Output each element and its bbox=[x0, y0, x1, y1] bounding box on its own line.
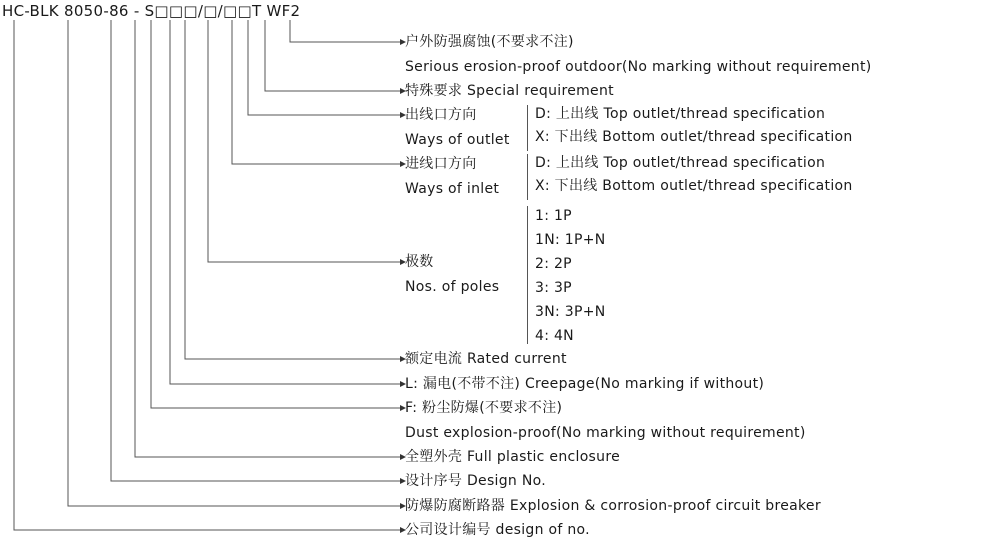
company-label: 公司设计编号 design of no. bbox=[405, 522, 590, 538]
leader-leakage bbox=[170, 20, 400, 384]
outlet-option-x: X: 下出线 Bottom outlet/thread specification bbox=[535, 129, 853, 145]
leader-special bbox=[265, 20, 400, 91]
dust-label-en: Dust explosion-proof(No marking without requirement) bbox=[405, 425, 806, 441]
leader-outlet bbox=[248, 20, 400, 115]
leader-company bbox=[14, 20, 400, 530]
leakage-label: L: 漏电(不带不注) Creepage(No marking if without) bbox=[405, 376, 765, 392]
outlet-option-d: D: 上出线 Top outlet/thread specification bbox=[535, 106, 826, 122]
poles-label-en: Nos. of poles bbox=[405, 279, 500, 295]
leader-breaker bbox=[68, 20, 400, 506]
breaker-label: 防爆防腐断路器 Explosion & corrosion-proof circuit breaker bbox=[405, 498, 821, 514]
leader-design bbox=[111, 20, 400, 481]
inlet-option-x: X: 下出线 Bottom outlet/thread specification bbox=[535, 178, 853, 194]
poles-bracket bbox=[527, 206, 528, 344]
leader-dust bbox=[151, 20, 400, 408]
leader-rated bbox=[185, 20, 400, 359]
wf2-label: 户外防强腐蚀(不要求不注) bbox=[405, 34, 574, 50]
poles-option: 3: 3P bbox=[535, 280, 572, 296]
wf2-label-en: Serious erosion-proof outdoor(No marking without requirement) bbox=[405, 59, 872, 75]
poles-option: 3N: 3P+N bbox=[535, 304, 606, 320]
plastic-label: 全塑外壳 Full plastic enclosure bbox=[405, 449, 620, 465]
leader-wf2 bbox=[290, 20, 400, 42]
inlet-label-en: Ways of inlet bbox=[405, 181, 500, 197]
special-label: 特殊要求 Special requirement bbox=[405, 83, 614, 99]
rated-current-label: 额定电流 Rated current bbox=[405, 351, 567, 367]
poles-option: 1: 1P bbox=[535, 208, 572, 224]
poles-option: 2: 2P bbox=[535, 256, 572, 272]
leader-plastic bbox=[135, 20, 400, 457]
poles-option: 4: 4N bbox=[535, 328, 574, 344]
inlet-option-d: D: 上出线 Top outlet/thread specification bbox=[535, 155, 826, 171]
outlet-label-cn: 出线口方向 bbox=[405, 107, 477, 123]
outlet-label-en: Ways of outlet bbox=[405, 132, 510, 148]
inlet-bracket bbox=[527, 154, 528, 200]
model-code: HC-BLK 8050-86 - S□□□/□/□□T WF2 bbox=[2, 2, 301, 20]
poles-label-cn: 极数 bbox=[405, 254, 434, 270]
poles-option: 1N: 1P+N bbox=[535, 232, 606, 248]
inlet-label-cn: 进线口方向 bbox=[405, 156, 477, 172]
leader-poles bbox=[208, 20, 400, 262]
design-no-label: 设计序号 Design No. bbox=[405, 473, 546, 489]
dust-label: F: 粉尘防爆(不要求不注) bbox=[405, 400, 563, 416]
outlet-bracket bbox=[527, 105, 528, 151]
